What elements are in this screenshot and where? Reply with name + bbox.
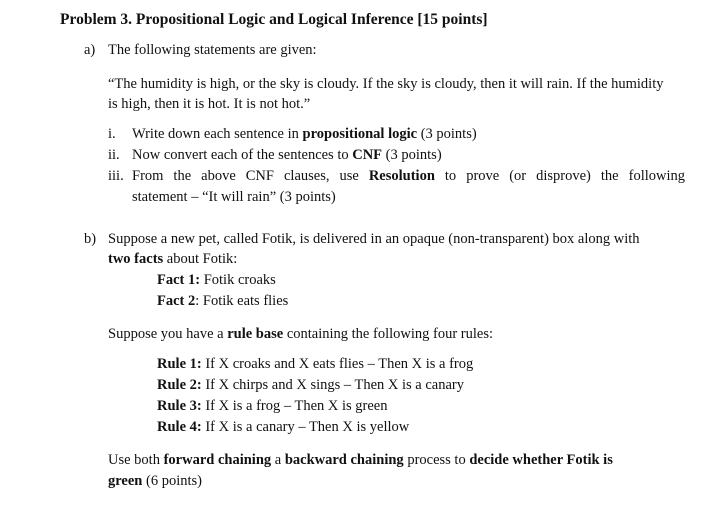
item-iii-line-2: statement – “It will rain” (3 points) [132, 189, 336, 205]
part-b-intro-line-2 [108, 251, 237, 268]
task-mid2: process to [403, 452, 470, 468]
item-ii-text [132, 147, 442, 164]
part-a-label: a) [84, 42, 96, 58]
item-iii-number: iii. [108, 168, 124, 184]
rules-intro [108, 326, 493, 343]
item-ii-post: (3 points) [382, 147, 442, 163]
decide-bold: decide whether Fotik is [469, 452, 613, 468]
item-ii-number: ii. [108, 147, 120, 163]
task-line-2 [108, 473, 202, 490]
green-bold: green [108, 473, 143, 489]
item-iii-word-or: (or [509, 168, 527, 184]
item-i-post: (3 points) [417, 126, 477, 142]
backward-chaining-bold: backward chaining [284, 452, 404, 468]
item-iii-line-1 [132, 168, 685, 185]
item-ii-bold: CNF [352, 147, 383, 163]
task-pre: Use both [108, 452, 164, 468]
rule-2 [157, 377, 464, 394]
item-i-text [132, 126, 477, 143]
item-i-number: i. [108, 126, 116, 142]
item-iii-word-the2: the [600, 168, 619, 184]
item-iii-word-from: From [132, 168, 164, 184]
part-b-label: b) [84, 231, 97, 247]
rule-3 [157, 398, 388, 415]
rule-1 [157, 356, 473, 373]
rule-3-text: If X is a frog – Then X is green [201, 398, 388, 414]
item-iii-word-clauses: clauses, [283, 168, 330, 184]
part-b-intro-post: about Fotik: [163, 251, 238, 267]
task-line-1 [108, 452, 613, 469]
item-iii-word-disprove: disprove) [536, 168, 591, 184]
item-i-bold: propositional logic [302, 126, 418, 142]
two-facts-bold: two facts [108, 251, 164, 267]
rules-intro-pre: Suppose you have a [108, 326, 228, 342]
item-iii-bold: Resolution [368, 168, 435, 184]
fact-1 [157, 272, 276, 289]
quote-line-1: “The humidity is high, or the sky is cloudy. If the sky is cloudy, then it will rain. If the humidity [108, 76, 664, 92]
fact-1-text: Fotik croaks [200, 272, 276, 288]
rule-2-text: If X chirps and X sings – Then X is a canary [201, 377, 465, 393]
item-i-pre: Write down each sentence in [132, 126, 303, 142]
item-iii-word-above: above [201, 168, 236, 184]
task-mid: a [271, 452, 285, 468]
fact-2-label: Fact 2 [157, 293, 196, 309]
item-iii-word-prove: prove [466, 168, 500, 184]
item-iii-word-use: use [339, 168, 359, 184]
rule-4 [157, 419, 409, 436]
item-ii-pre: Now convert each of the sentences to [132, 147, 353, 163]
fact-2 [157, 293, 288, 310]
problem-title: Problem 3. Propositional Logic and Logical Inference [15 points] [60, 11, 488, 28]
forward-chaining-bold: forward chaining [163, 452, 272, 468]
rule-base-bold: rule base [227, 326, 284, 342]
quote-line-2: is high, then it is hot. It is not hot.” [108, 96, 311, 112]
item-iii-word-the: the [173, 168, 192, 184]
rule-2-label: Rule 2: [157, 377, 202, 393]
item-iii-word-to: to [444, 168, 457, 184]
rule-4-label: Rule 4: [157, 419, 202, 435]
rule-3-label: Rule 3: [157, 398, 202, 414]
part-a-intro: The following statements are given: [108, 42, 317, 58]
item-iii-word-following: following [628, 168, 685, 184]
rule-4-text: If X is a canary – Then X is yellow [201, 419, 410, 435]
rule-1-label: Rule 1: [157, 356, 202, 372]
fact-2-text: : Fotik eats flies [195, 293, 289, 309]
fact-1-label: Fact 1: [157, 272, 201, 288]
rule-1-text: If X croaks and X eats flies – Then X is a frog [201, 356, 474, 372]
item-iii-word-cnf: CNF [245, 168, 274, 184]
part-b-intro-line-1: Suppose a new pet, called Fotik, is delivered in an opaque (non-transparent) box along with [108, 231, 640, 247]
task-post: (6 points) [142, 473, 202, 489]
rules-intro-post: containing the following four rules: [283, 326, 493, 342]
